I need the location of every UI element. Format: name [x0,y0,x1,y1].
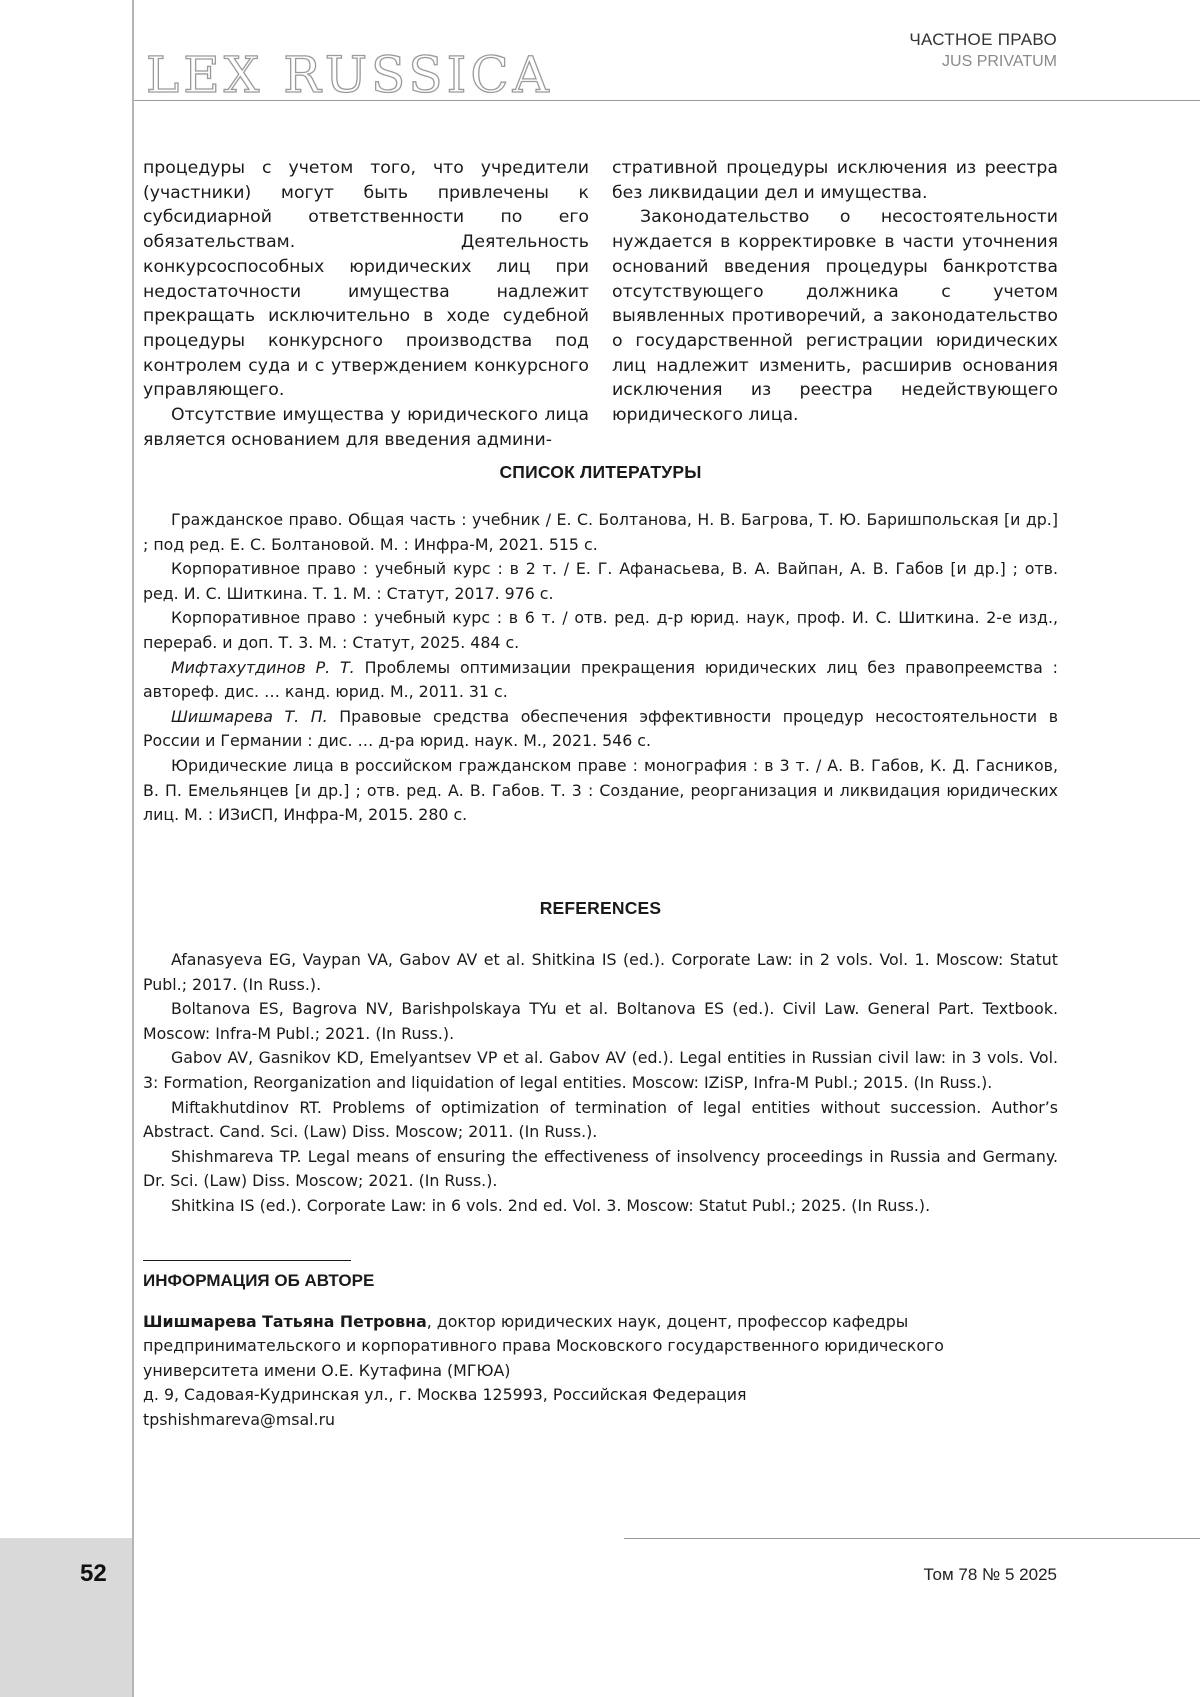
body-paragraph: стративной процедуры исключения из реестра без ликвидации дел и имущества. [612,156,1058,205]
author-info-heading: ИНФОРМАЦИЯ ОБ АВТОРЕ [143,1271,374,1291]
bibliography-heading: СПИСОК ЛИТЕРАТУРЫ [143,462,1058,483]
bibliography-item: Корпоративное право : учебный курс : в 6 т. / отв. ред. д-р юрид. наук, проф. И. С. Шиткина. 2-е изд., перераб. и доп. Т. 3. М. : Статут, 2025. 484 с. [143,606,1058,655]
body-paragraph: Отсутствие имущества у юридического лица является основанием для введения админи- [143,403,589,452]
author-name: Шишмарева Татьяна Петровна [143,1312,427,1331]
bibliography-item: Шишмарева Т. П. Правовые средства обеспечения эффективности процедур несостоятельности в России и Германии : дис. … д-ра юрид. наук. М., 2021. 546 с. [143,705,1058,754]
reference-item: Afanasyeva EG, Vaypan VA, Gabov AV et al. Shitkina IS (ed.). Corporate Law: in 2 vols. Vol. 1. Moscow: Statut Publ.; 2017. (In Russ.). [143,948,1058,997]
author-description: Шишмарева Татьяна Петровна, доктор юридических наук, доцент, профессор кафедры предпринимательского и корпоративного права Московского государственного юридического университета имени О.Е. Кутафина (МГЮА) [143,1310,973,1383]
issue-info: Том 78 № 5 2025 [923,1565,1057,1585]
references-heading: REFERENCES [143,898,1058,919]
reference-item: Miftakhutdinov RT. Problems of optimization of termination of legal entities without succession. Author’s Abstract. Cand. Sci. (Law) Diss. Moscow; 2011. (In Russ.). [143,1096,1058,1145]
section-title-ru: ЧАСТНОЕ ПРАВО [909,30,1057,50]
bibliography-item: Корпоративное право : учебный курс : в 2 т. / Е. Г. Афанасьева, В. А. Вайпан, А. В. Габов [и др.] ; отв. ред. И. С. Шиткина. Т. 1. М. : Статут, 2017. 976 с. [143,557,1058,606]
bibliography-item: Гражданское право. Общая часть : учебник / Е. С. Болтанова, Н. В. Багрова, Т. Ю. Баришпольская [и др.] ; под ред. Е. С. Болтановой. М. : Инфра-М, 2021. 515 с. [143,508,1058,557]
page-number-box [0,1538,132,1697]
reference-item: Gabov AV, Gasnikov KD, Emelyantsev VP et al. Gabov AV (ed.). Legal entities in Russian civil law: in 3 vols. Vol. 3: Formation, Reorganization and liquidation of legal entities. Moscow: IZiSP, Infra-M Publ.; 2015. (In Russ.). [143,1046,1058,1095]
bibliography-list [143,508,1058,828]
reference-item: Shishmareva TP. Legal means of ensuring the effectiveness of insolvency proceedings in Russia and Germany. Dr. Sci. (Law) Diss. Moscow; 2021. (In Russ.). [143,1145,1058,1194]
author-info [143,1310,973,1432]
bibliography-item: Мифтахутдинов Р. Т. Проблемы оптимизации прекращения юридических лиц без правопреемства : автореф. дис. … канд. юрид. М., 2011. 31 с. [143,656,1058,705]
references-list [143,948,1058,1219]
page-number: 52 [80,1560,107,1588]
author-address: д. 9, Садовая-Кудринская ул., г. Москва 125993, Российская Федерация [143,1383,973,1407]
footer-rule [624,1538,1200,1539]
logo-text: LEX RUSSICA [146,46,553,104]
reference-item: Shitkina IS (ed.). Corporate Law: in 6 vols. 2nd ed. Vol. 3. Moscow: Statut Publ.; 2025. (In Russ.). [143,1194,1058,1219]
body-column-right [612,156,1058,428]
journal-logo [146,42,456,106]
body-paragraph: процедуры с учетом того, что учредители (участники) могут быть привлечены к субсидиарной ответственности по его обязательствам. Деятельность конкурсоспособных юридических лиц при недостаточности имущества надлежит прекращать исключительно в ходе судебной процедуры конкурсного производства под контролем суда и с утверждением конкурсного управляющего. [143,156,589,403]
section-title-latin: JUS PRIVATUM [942,53,1057,71]
author-info-rule [143,1260,351,1261]
left-margin-rule [132,0,134,1697]
body-column-left [143,156,589,452]
bibliography-item: Юридические лица в российском гражданском праве : монография : в 3 т. / А. В. Габов, К. Д. Гасников, В. П. Емельянцев [и др.] ; отв. ред. А. В. Габов. Т. 3 : Создание, реорганизация и ликвидация юридических лиц. М. : ИЗиСП, Инфра-М, 2015. 280 с. [143,754,1058,828]
reference-item: Boltanova ES, Bagrova NV, Barishpolskaya TYu et al. Boltanova ES (ed.). Civil Law. General Part. Textbook. Moscow: Infra-M Publ.; 2021. (In Russ.). [143,997,1058,1046]
body-paragraph: Законодательство о несостоятельности нуждается в корректировке в части уточнения оснований введения процедуры банкротства отсутствующего должника с учетом выявленных противоречий, а законодательство о государственной регистрации юридических лиц надлежит изменить, расширив основания исключения из реестра недействующего юридического лица. [612,205,1058,427]
author-email[interactable]: tpshishmareva@msal.ru [143,1408,973,1432]
